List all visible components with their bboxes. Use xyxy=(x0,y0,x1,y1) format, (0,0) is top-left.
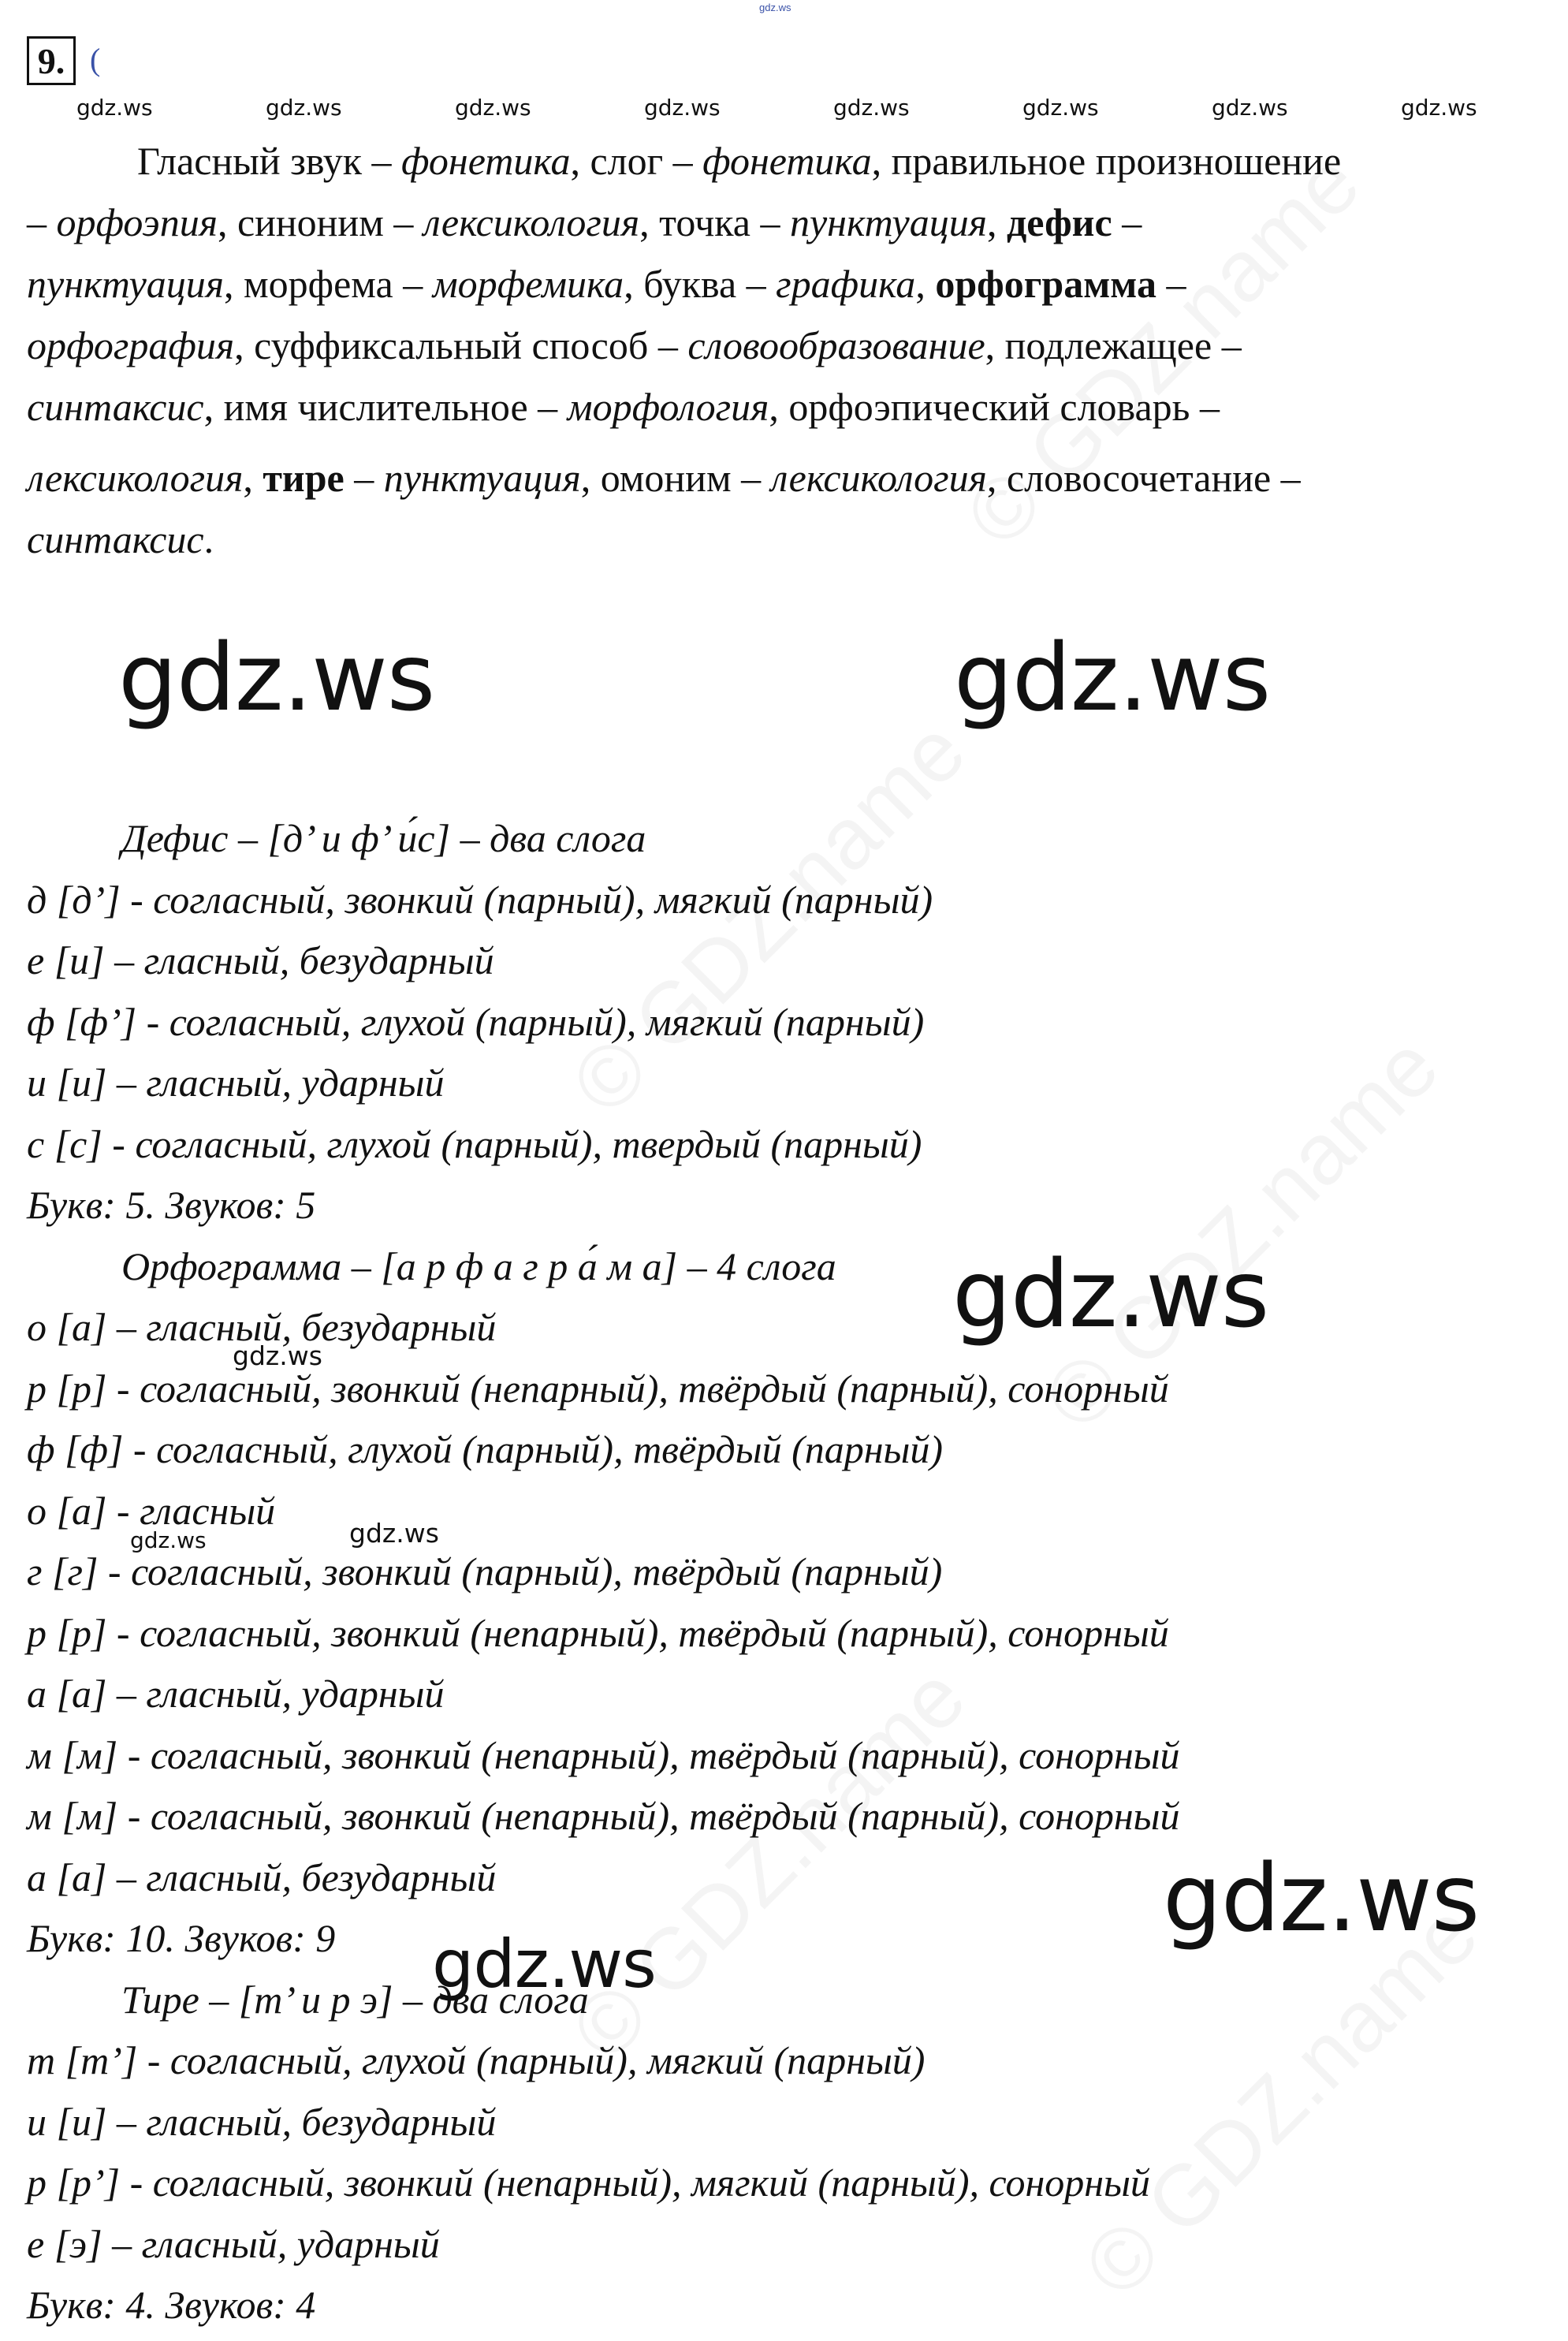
italic-term: фонетика xyxy=(401,139,571,183)
italic-term: синтаксис xyxy=(27,517,204,561)
watermark-small: gdz.ws xyxy=(130,1527,207,1553)
watermark-large: gdz.ws xyxy=(118,623,435,732)
text-segment: – xyxy=(1156,262,1186,306)
intro-line xyxy=(27,447,1556,509)
italic-term: синтаксис xyxy=(27,385,204,429)
text-segment: , подлежащее – xyxy=(985,323,1242,367)
italic-term: пунктуация xyxy=(27,262,225,306)
intro-line xyxy=(27,253,1556,315)
sound-line: о [а] – гласный, безударный xyxy=(27,1305,497,1349)
italic-term: фонетика xyxy=(702,139,872,183)
watermark-small: gdz.ws xyxy=(455,95,531,121)
watermark-row xyxy=(0,95,1568,123)
sound-line: р [р] - согласный, звонкий (непарный), твёрдый (парный), сонорный xyxy=(27,1366,1169,1411)
watermark-small: gdz.ws xyxy=(644,95,721,121)
sound-line: и [и] – гласный, безударный xyxy=(27,2099,497,2144)
sound-line: с [с] - согласный, глухой (парный), твердый (парный) xyxy=(27,1121,922,1166)
italic-term: орфография xyxy=(27,323,235,367)
watermark-small: gdz.ws xyxy=(233,1340,322,1371)
watermark-large: gdz.ws xyxy=(1163,1843,1480,1952)
watermark-small: gdz.ws xyxy=(76,95,153,121)
watermark-small: gdz.ws xyxy=(266,95,342,121)
sound-line: е [э] – гласный, ударный xyxy=(27,2221,440,2266)
watermark-small: gdz.ws xyxy=(1212,95,1288,121)
sound-line: а [а] – гласный, безударный xyxy=(27,1855,497,1899)
sound-line: ф [ф’] - согласный, глухой (парный), мягкий (парный) xyxy=(27,999,925,1044)
sound-line: а [а] – гласный, ударный xyxy=(27,1672,445,1716)
watermark-small: gdz.ws xyxy=(1022,95,1099,121)
text-segment: , суффиксальный способ – xyxy=(234,323,688,367)
sound-line: р [р] - согласный, звонкий (непарный), твёрдый (парный), сонорный xyxy=(27,1610,1169,1655)
sound-line: и [и] – гласный, ударный xyxy=(27,1061,445,1105)
watermark-large: gdz.ws xyxy=(432,1925,656,2003)
italic-term: графика xyxy=(776,262,916,306)
text-segment: , словосочетание – xyxy=(986,456,1301,500)
sound-line: г [г] - согласный, звонкий (парный), твёрдый (парный) xyxy=(27,1549,943,1594)
text-segment: , xyxy=(915,262,936,306)
intro-line xyxy=(27,130,1556,192)
watermark-small: gdz.ws xyxy=(833,95,910,121)
text-segment: . xyxy=(203,517,214,561)
text-segment: , синоним – xyxy=(217,200,423,244)
bold-term: дефис xyxy=(1006,200,1112,244)
text-segment: , буква – xyxy=(624,262,777,306)
phonetic-analysis xyxy=(27,808,1525,2336)
text-segment: – xyxy=(1112,200,1142,244)
text-segment: , точка – xyxy=(639,200,790,244)
italic-term: лексикология xyxy=(27,456,244,500)
sound-line: р [р’] - согласный, звонкий (непарный), мягкий (парный), сонорный xyxy=(27,2160,1150,2205)
italic-term: морфемика xyxy=(432,262,624,306)
italic-term: орфоэпия xyxy=(56,200,218,244)
watermark-small: gdz.ws xyxy=(1401,95,1477,121)
italic-term: словообразование xyxy=(687,323,985,367)
intro-line xyxy=(27,376,1556,447)
sound-line: о [а] - гласный xyxy=(27,1488,276,1533)
letter-sound-count: Букв: 4. Звуков: 4 xyxy=(27,2283,316,2327)
text-segment: , слог – xyxy=(570,139,703,183)
sound-line: е [и] – гласный, безударный xyxy=(27,938,494,982)
italic-term: лексикология xyxy=(770,456,987,500)
word-transcription: Тире – [т’ и р э] – два слога xyxy=(121,1977,589,2022)
text-segment: – xyxy=(27,200,57,244)
text-segment: , имя числительное – xyxy=(203,385,568,429)
bold-term: орфограмма xyxy=(935,262,1157,306)
intro-line xyxy=(27,192,1556,253)
sound-line: д [д’] - согласный, звонкий (парный), мягкий (парный) xyxy=(27,877,933,922)
text-segment: , правильное произношение xyxy=(871,139,1342,183)
sound-line: м [м] - согласный, звонкий (непарный), твёрдый (парный), сонорный xyxy=(27,1732,1180,1777)
word-transcription: Орфограмма – [а р ф а г р а́ м а] – 4 слога xyxy=(121,1243,836,1288)
text-segment: , орфоэпический словарь – xyxy=(769,385,1220,429)
intro-paragraph xyxy=(27,130,1556,570)
bold-term: тире xyxy=(263,456,345,500)
sound-line: т [т’] - согласный, глухой (парный), мягкий (парный) xyxy=(27,2038,926,2082)
letter-sound-count: Букв: 10. Звуков: 9 xyxy=(27,1916,336,1960)
sound-line: ф [ф] - согласный, глухой (парный), твёрдый (парный) xyxy=(27,1427,944,1471)
text-segment: Гласный звук – xyxy=(137,139,402,183)
task-paren: ( xyxy=(90,42,101,77)
letter-sound-count: Букв: 5. Звуков: 5 xyxy=(27,1183,316,1227)
watermark-small: gdz.ws xyxy=(349,1518,439,1549)
intro-line xyxy=(27,315,1556,376)
text-segment: – xyxy=(344,456,384,500)
text-segment: , морфема – xyxy=(224,262,433,306)
italic-term: пунктуация xyxy=(383,456,581,500)
task-number: 9. xyxy=(27,36,76,85)
italic-term: лексикология xyxy=(423,200,640,244)
italic-term: пунктуация xyxy=(789,200,987,244)
top-watermark: gdz.ws xyxy=(759,2,791,13)
word-transcription: Дефис – [д’ и ф’ и́с] – два слога xyxy=(121,816,646,860)
text-segment: , омоним – xyxy=(580,456,771,500)
text-segment: , xyxy=(986,200,1007,244)
watermark-large: gdz.ws xyxy=(952,1239,1269,1348)
intro-line xyxy=(27,509,1556,570)
text-segment: , xyxy=(243,456,263,500)
sound-line: м [м] - согласный, звонкий (непарный), твёрдый (парный), сонорный xyxy=(27,1794,1180,1838)
watermark-large: gdz.ws xyxy=(954,623,1271,732)
italic-term: морфология xyxy=(567,385,769,429)
